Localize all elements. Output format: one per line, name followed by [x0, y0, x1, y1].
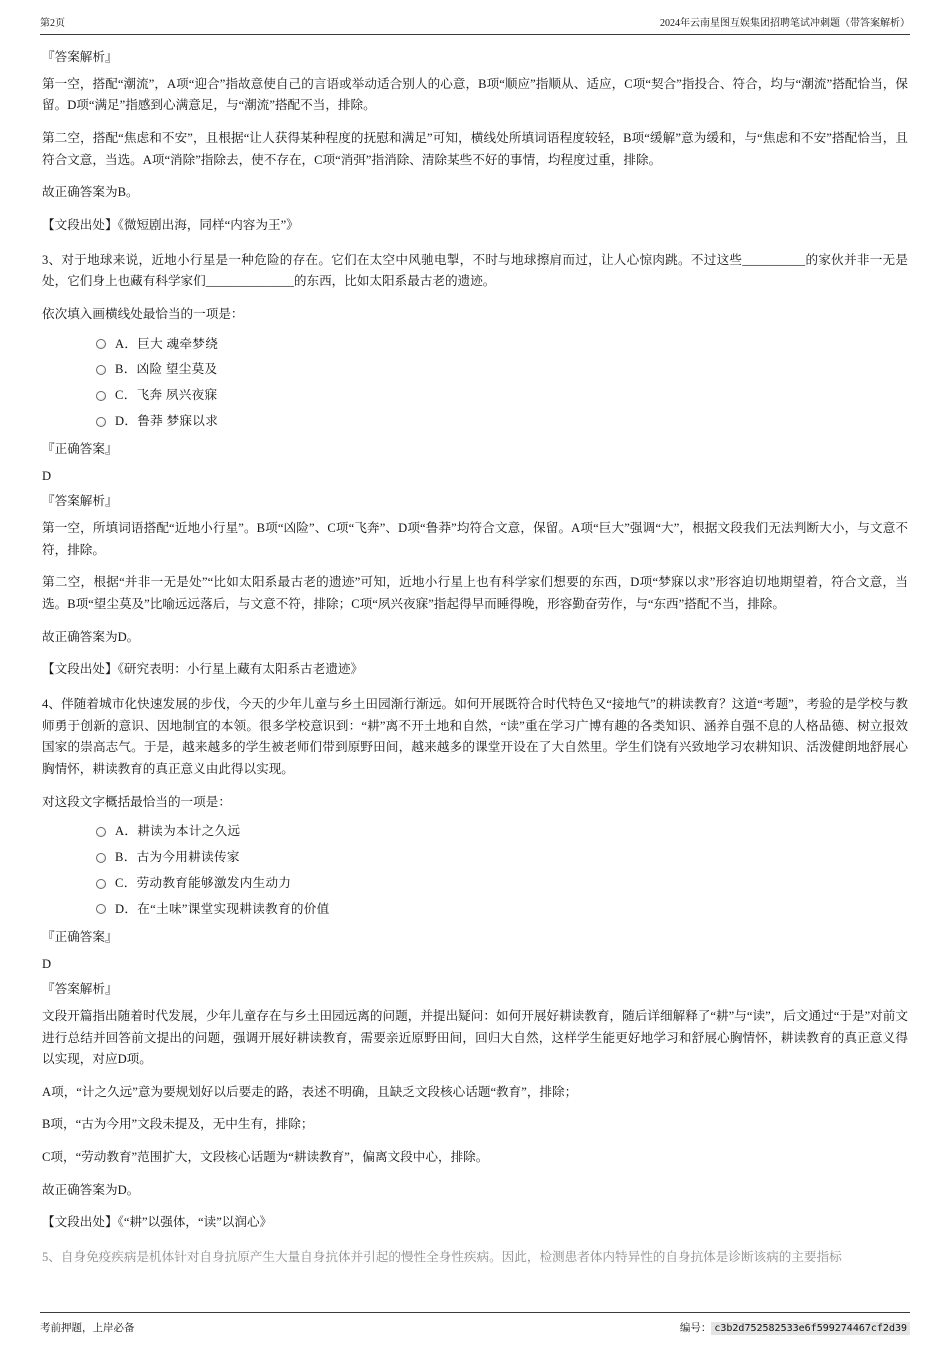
footer-slogan: 考前押题，上岸必备	[40, 1323, 135, 1334]
verdict-paragraph: 故正确答案为D。	[42, 1182, 140, 1197]
correct-answer-title: 『正确答案』	[42, 929, 118, 944]
doc-code-label: 编号：	[679, 1323, 712, 1334]
option-row[interactable]	[96, 900, 908, 919]
footer-code-wrap	[680, 1320, 910, 1335]
verdict-paragraph: 故正确答案为B。	[42, 185, 139, 200]
analysis-paragraph: 第一空，所填词语搭配“近地小行星”。B项“凶险”、C项“飞奔”、D项“鲁莽”均符合文意，保留。A项“巨大”强调“大”，根据文段我们无法判断大小，与文意不符，排除。	[42, 521, 908, 557]
page-header	[40, 14, 910, 35]
correct-answer-title: 『正确答案』	[42, 442, 118, 457]
content-area	[42, 47, 908, 1303]
option-row[interactable]	[96, 360, 908, 379]
analysis-paragraph: C项，“劳动教育”范围扩大，文段核心话题为“耕读教育”，偏离文段中心，排除。	[42, 1150, 489, 1165]
option-label: D．在“土味”课堂实现耕读教育的价值	[115, 901, 330, 916]
doc-code: c3b2d752582533e6f599274467cf2d39	[711, 1322, 910, 1335]
option-label: D．鲁莽 梦寐以求	[115, 414, 219, 429]
correct-answer-value: D	[42, 468, 52, 483]
analysis-paragraph: 第一空，搭配“潮流”，A项“迎合”指故意使自己的言语或举动适合别人的心意，B项“顺应”指顺从、适应，C项“契合”指投合、符合，均与“潮流”搭配恰当，保留。D项“满足”指感到心满意足，与“潮流”搭配不当，排除。	[42, 76, 908, 113]
question-4-prompt: 对这段文字概括最恰当的一项是：	[42, 794, 231, 809]
question-4-stem: 4、伴随着城市化快速发展的步伐，今天的少年儿童与乡土田园渐行渐远。如何开展既符合时代特色又“接地气”的耕读教育？这道“考题”，考验的是学校与教师勇于创新的意识、因地制宜的本领。很多学校意识到：“耕”离不开土地和自然，“读”重在学习广博有趣的各类知识、涵养自强不息的人格品德、树立报效国家的崇高志气。于是，越来越多的学生被老师们带到原野田间，越来越多的课堂开设在了大自然里。学生们饶有兴致地学习农耕知识、活泼健朗地舒展心胸情怀，耕读教育的真正意义由此得以实现。	[42, 697, 908, 776]
verdict-paragraph: 故正确答案为D。	[42, 629, 140, 644]
analysis-paragraph: 第二空，根据“并非一无是处”“比如太阳系最古老的遗迹”可知，近地小行星上也有科学家们想要的东西，D项“梦寐以求”形容迫切地期望着，符合文意，当选。B项“望尘莫及”比喻远远落后，与文意不符，排除；C项“夙兴夜寐”指起得早而睡得晚，形容勤奋劳作，与“东西”搭配不当，排除。	[42, 575, 908, 612]
option-row[interactable]	[96, 335, 908, 354]
analysis-section-title: 『答案解析』	[42, 494, 118, 509]
radio-icon[interactable]	[96, 339, 106, 349]
radio-icon[interactable]	[96, 365, 106, 375]
radio-icon[interactable]	[96, 904, 106, 914]
analysis-paragraph: A项，“计之久远”意为要规划好以后要走的路，表述不明确，且缺乏文段核心话题“教育”，排除；	[42, 1084, 578, 1099]
analysis-paragraph: 第二空，搭配“焦虑和不安”，且根据“让人获得某种程度的抚慰和满足”可知，横线处所填词语程度较轻，B项“缓解”意为缓和，与“焦虑和不安”搭配恰当，且符合文意，当选。A项“消除”指除去，使不存在，C项“消弭”指消除、清除某些不好的事情，均程度过重，排除。	[42, 130, 908, 167]
radio-icon[interactable]	[96, 391, 106, 401]
option-row[interactable]	[96, 822, 908, 841]
option-label: C．飞奔 夙兴夜寐	[115, 388, 218, 403]
question-3-prompt: 依次填入画横线处最恰当的一项是：	[42, 306, 244, 321]
question-4-options	[96, 822, 908, 919]
radio-icon[interactable]	[96, 827, 106, 837]
question-3-stem: 3、对于地球来说，近地小行星是一种危险的存在。它们在太空中风驰电掣，不时与地球擦肩而过，让人心惊肉跳。不过这些__________的家伙并非一无是处，它们身上也藏有科学家们______________的东西，比如太阳系最古老的遗迹。	[42, 252, 908, 289]
option-row[interactable]	[96, 874, 908, 893]
radio-icon[interactable]	[96, 417, 106, 427]
source-citation: 【文段出处】《研究表明：小行星上藏有太阳系古老遗迹》	[42, 662, 364, 677]
page-footer	[40, 1312, 910, 1335]
question-5-stem-partial: 5、自身免疫疾病是机体针对自身抗原产生大量自身抗体并引起的慢性全身性疾病。因此，检测患者体内特异性的自身抗体是诊断该病的主要指标	[42, 1250, 842, 1265]
radio-icon[interactable]	[96, 879, 106, 889]
option-row[interactable]	[96, 848, 908, 867]
option-label: A．巨大 魂牵梦绕	[115, 336, 219, 351]
radio-icon[interactable]	[96, 853, 106, 863]
question-3-options	[96, 335, 908, 432]
option-label: C．劳动教育能够激发内生动力	[115, 876, 292, 891]
option-label: A．耕读为本计之久远	[115, 824, 241, 839]
correct-answer-value: D	[42, 956, 52, 971]
option-label: B．凶险 望尘莫及	[115, 362, 218, 377]
page-number: 第2页	[40, 18, 65, 29]
option-row[interactable]	[96, 386, 908, 405]
analysis-paragraph: 文段开篇指出随着时代发展，少年儿童存在与乡土田园远离的问题，并提出疑问：如何开展好耕读教育，随后详细解释了“耕”与“读”，后文通过“于是”对前文进行总结并回答前文提出的问题，强调开展好耕读教育，需要亲近原野田间，回归大自然，这样学生能更好地学习和舒展心胸情怀，耕读教育的真正意义得以实现，对应D项。	[42, 1008, 908, 1067]
option-label: B．古为今用耕读传家	[115, 850, 240, 865]
analysis-section-title: 『答案解析』	[42, 50, 118, 64]
source-citation: 【文段出处】《微短剧出海，同样“内容为王”》	[42, 217, 299, 232]
source-citation: 【文段出处】《“耕”以强体，“读”以润心》	[42, 1215, 273, 1230]
option-row[interactable]	[96, 412, 908, 431]
document-title: 2024年云南星图互娱集团招聘笔试冲刺题（带答案解析）	[660, 18, 910, 29]
analysis-paragraph: B项，“古为今用”文段未提及，无中生有，排除；	[42, 1117, 314, 1132]
analysis-section-title: 『答案解析』	[42, 982, 118, 997]
